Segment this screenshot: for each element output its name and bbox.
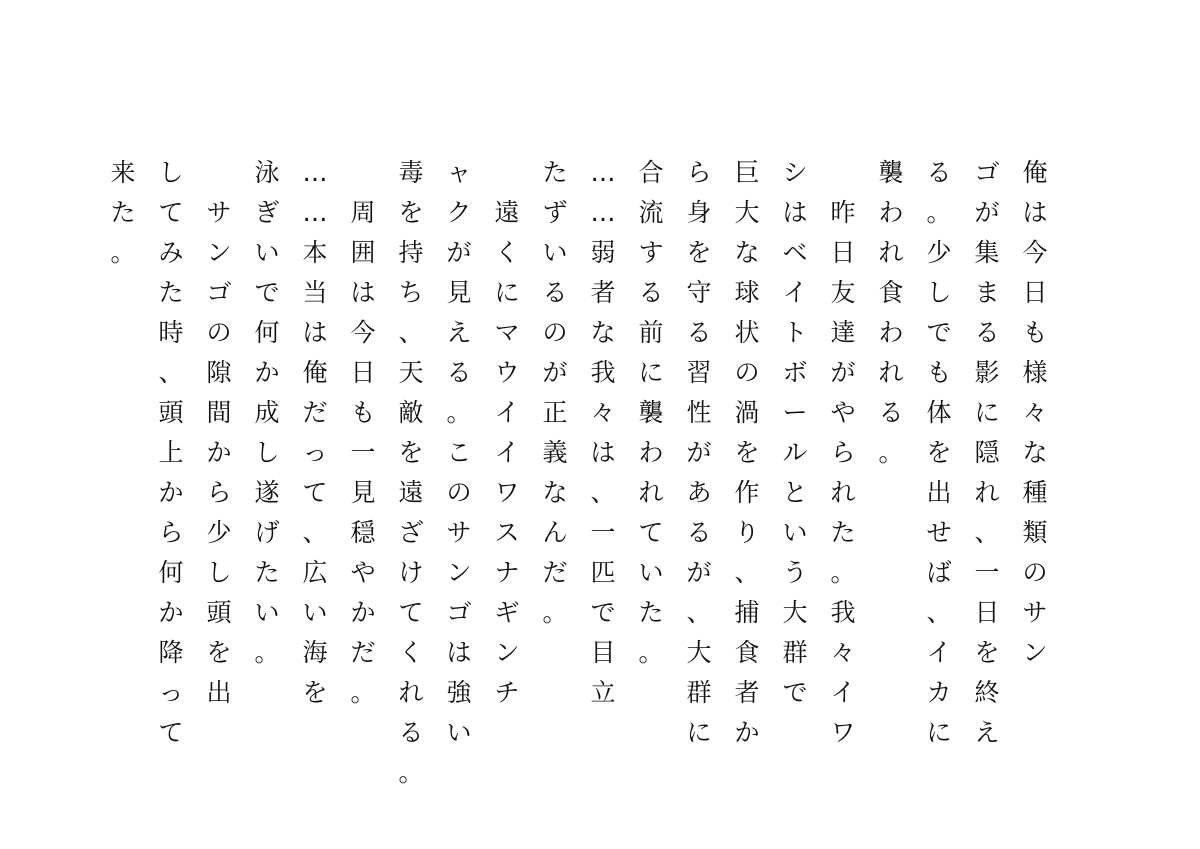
text-glyph: 少 xyxy=(926,238,952,267)
text-glyph: シ xyxy=(782,158,808,187)
text-glyph: に xyxy=(494,278,520,307)
text-glyph: が xyxy=(446,238,472,267)
text-column xyxy=(1020,160,1050,680)
text-glyph: せ xyxy=(926,518,952,547)
text-glyph: も xyxy=(350,398,376,427)
text-glyph: 我 xyxy=(590,358,616,387)
text-glyph: を xyxy=(686,238,712,267)
text-glyph: ベ xyxy=(782,238,808,267)
text-glyph: イ xyxy=(926,638,952,667)
text-glyph: は xyxy=(590,438,616,467)
text-glyph: わ xyxy=(638,438,664,467)
text-glyph: サ xyxy=(206,198,232,227)
text-glyph: 様 xyxy=(1022,358,1048,387)
text-glyph: た xyxy=(638,598,664,627)
text-glyph: 日 xyxy=(350,358,376,387)
text-glyph: い xyxy=(254,598,280,627)
text-glyph: で xyxy=(926,318,952,347)
text-glyph: 囲 xyxy=(350,238,376,267)
text-glyph: 海 xyxy=(302,638,328,667)
text-glyph: た xyxy=(158,278,184,307)
text-glyph: 々 xyxy=(1022,398,1048,427)
text-glyph: た xyxy=(254,558,280,587)
text-glyph: て xyxy=(398,598,424,627)
text-glyph: か xyxy=(158,478,184,507)
text-glyph xyxy=(828,160,858,200)
text-glyph: が xyxy=(686,438,712,467)
text-glyph: を xyxy=(974,638,1000,667)
text-glyph: し xyxy=(158,158,184,187)
text-glyph: な xyxy=(542,478,568,507)
text-glyph: っ xyxy=(302,438,328,467)
text-glyph: わ xyxy=(878,318,904,347)
text-glyph: イ xyxy=(830,678,856,707)
text-glyph: い xyxy=(254,238,280,267)
text-glyph: ン xyxy=(446,558,472,587)
text-glyph: マ xyxy=(494,318,520,347)
text-glyph: や xyxy=(830,398,856,427)
text-column xyxy=(348,160,378,720)
text-glyph: 遂 xyxy=(254,478,280,507)
text-glyph: 日 xyxy=(974,598,1000,627)
text-column xyxy=(396,160,426,800)
text-glyph: た xyxy=(542,158,568,187)
text-glyph: や xyxy=(350,558,376,587)
text-glyph: 。 xyxy=(830,558,856,587)
text-glyph: 群 xyxy=(782,638,808,667)
text-glyph: 。 xyxy=(926,198,952,227)
text-glyph: 者 xyxy=(590,278,616,307)
text-glyph: が xyxy=(686,558,712,587)
text-glyph: を xyxy=(734,438,760,467)
text-glyph: 習 xyxy=(686,358,712,387)
text-glyph: 球 xyxy=(734,278,760,307)
text-column xyxy=(828,160,858,760)
text-glyph: て xyxy=(158,198,184,227)
text-glyph: ギ xyxy=(494,598,520,627)
text-glyph: 昨 xyxy=(830,198,856,227)
text-glyph: い xyxy=(782,518,808,547)
text-glyph: ル xyxy=(782,438,808,467)
text-glyph: を xyxy=(398,438,424,467)
text-glyph: 強 xyxy=(446,678,472,707)
text-glyph: 、 xyxy=(158,358,184,387)
text-glyph: 俺 xyxy=(302,358,328,387)
text-glyph: 立 xyxy=(590,678,616,707)
text-column xyxy=(444,160,474,760)
text-glyph: か xyxy=(254,358,280,387)
text-glyph: て xyxy=(638,518,664,547)
text-glyph: の xyxy=(206,318,232,347)
text-column xyxy=(540,160,570,640)
text-glyph: ン xyxy=(1022,638,1048,667)
text-glyph: 頭 xyxy=(206,598,232,627)
text-glyph: れ xyxy=(878,358,904,387)
text-glyph: ず xyxy=(542,198,568,227)
text-glyph: … xyxy=(302,158,328,187)
text-glyph: れ xyxy=(398,678,424,707)
text-glyph: し xyxy=(254,438,280,467)
text-glyph: … xyxy=(590,158,616,187)
text-glyph: ら xyxy=(158,518,184,547)
text-glyph: る xyxy=(398,718,424,747)
text-glyph: だ xyxy=(542,558,568,587)
text-glyph: で xyxy=(590,598,616,627)
text-glyph: え xyxy=(974,718,1000,747)
text-glyph: ら xyxy=(830,438,856,467)
text-glyph: に xyxy=(686,718,712,747)
text-glyph xyxy=(492,160,522,200)
text-glyph: げ xyxy=(254,518,280,547)
text-glyph: 。 xyxy=(638,638,664,667)
text-glyph: 少 xyxy=(206,518,232,547)
text-glyph: イ xyxy=(494,438,520,467)
text-glyph: 頭 xyxy=(158,398,184,427)
text-glyph: 一 xyxy=(590,518,616,547)
text-glyph: ち xyxy=(398,278,424,307)
text-glyph: ボ xyxy=(782,358,808,387)
text-glyph: 遠 xyxy=(494,198,520,227)
text-column xyxy=(492,160,522,720)
text-glyph: は xyxy=(782,198,808,227)
text-glyph: ゴ xyxy=(206,278,232,307)
text-glyph: は xyxy=(302,318,328,347)
text-glyph: 群 xyxy=(686,678,712,707)
text-glyph: 一 xyxy=(974,558,1000,587)
text-glyph: ゴ xyxy=(446,598,472,627)
text-glyph xyxy=(204,160,234,200)
text-glyph: に xyxy=(638,358,664,387)
text-glyph: が xyxy=(542,358,568,387)
text-glyph: で xyxy=(782,678,808,707)
text-glyph: 々 xyxy=(590,398,616,427)
text-glyph: は xyxy=(446,638,472,667)
text-glyph: い xyxy=(542,238,568,267)
text-glyph: … xyxy=(302,198,328,227)
text-glyph: も xyxy=(926,358,952,387)
text-glyph: る xyxy=(638,278,664,307)
text-glyph: ト xyxy=(782,318,808,347)
text-column xyxy=(300,160,330,720)
text-glyph: か xyxy=(734,718,760,747)
text-glyph: を xyxy=(206,638,232,667)
text-glyph: 本 xyxy=(302,238,328,267)
text-glyph: 持 xyxy=(398,238,424,267)
text-glyph: イ xyxy=(782,278,808,307)
text-glyph: 隠 xyxy=(974,438,1000,467)
text-glyph: い xyxy=(302,598,328,627)
text-column xyxy=(732,160,762,760)
text-glyph: れ xyxy=(830,478,856,507)
text-glyph: は xyxy=(1022,198,1048,227)
text-glyph: 、 xyxy=(926,598,952,627)
text-glyph: み xyxy=(158,238,184,267)
text-glyph: 見 xyxy=(446,278,472,307)
text-glyph: イ xyxy=(494,398,520,427)
text-glyph: 周 xyxy=(350,198,376,227)
text-column xyxy=(636,160,666,680)
text-glyph: ャ xyxy=(446,158,472,187)
text-glyph: 遠 xyxy=(398,478,424,507)
text-glyph: ウ xyxy=(494,358,520,387)
text-glyph: わ xyxy=(878,198,904,227)
text-glyph: た xyxy=(110,198,136,227)
text-glyph: サ xyxy=(1022,598,1048,627)
text-glyph: く xyxy=(398,638,424,667)
text-glyph: 、 xyxy=(686,598,712,627)
text-glyph: な xyxy=(1022,438,1048,467)
text-glyph: 々 xyxy=(830,638,856,667)
text-glyph: に xyxy=(974,398,1000,427)
text-glyph: 弱 xyxy=(590,238,616,267)
text-glyph: て xyxy=(158,718,184,747)
text-glyph: が xyxy=(974,198,1000,227)
text-glyph: け xyxy=(398,558,424,587)
text-glyph: 類 xyxy=(1022,518,1048,547)
text-glyph: す xyxy=(638,238,664,267)
text-glyph: あ xyxy=(686,478,712,507)
text-glyph: ス xyxy=(494,518,520,547)
text-glyph: 大 xyxy=(686,638,712,667)
text-glyph: る xyxy=(542,278,568,307)
text-glyph: ら xyxy=(686,158,712,187)
text-column xyxy=(108,160,138,280)
text-glyph: ぎ xyxy=(254,198,280,227)
text-glyph: … xyxy=(590,198,616,227)
text-glyph: ら xyxy=(206,478,232,507)
text-column xyxy=(780,160,810,720)
text-glyph: 前 xyxy=(638,318,664,347)
text-glyph: 状 xyxy=(734,318,760,347)
text-glyph: る xyxy=(926,158,952,187)
text-glyph: り xyxy=(734,518,760,547)
text-glyph: 我 xyxy=(830,598,856,627)
text-glyph: 巨 xyxy=(734,158,760,187)
text-column xyxy=(684,160,714,760)
text-glyph: 何 xyxy=(254,318,280,347)
text-glyph: 襲 xyxy=(638,398,664,427)
text-glyph: れ xyxy=(638,478,664,507)
text-glyph: 毒 xyxy=(398,158,424,187)
text-glyph: る xyxy=(878,398,904,427)
text-glyph: サ xyxy=(446,518,472,547)
text-glyph: 大 xyxy=(782,598,808,627)
text-glyph: で xyxy=(254,278,280,307)
text-glyph: 流 xyxy=(638,198,664,227)
text-glyph: 日 xyxy=(830,238,856,267)
text-glyph: ワ xyxy=(494,478,520,507)
text-glyph: が xyxy=(830,358,856,387)
text-glyph: 。 xyxy=(350,678,376,707)
text-glyph: っ xyxy=(158,678,184,707)
text-glyph: ざ xyxy=(398,518,424,547)
text-glyph: 終 xyxy=(974,678,1000,707)
text-glyph: 今 xyxy=(350,318,376,347)
text-glyph: を xyxy=(398,198,424,227)
text-glyph: 渦 xyxy=(734,398,760,427)
text-glyph: 。 xyxy=(254,638,280,667)
text-glyph: 守 xyxy=(686,278,712,307)
text-glyph: 目 xyxy=(590,638,616,667)
text-glyph: い xyxy=(446,718,472,747)
text-glyph: て xyxy=(302,478,328,507)
text-column xyxy=(156,160,186,760)
text-glyph: の xyxy=(734,358,760,387)
text-glyph: 捕 xyxy=(734,598,760,627)
text-glyph: ワ xyxy=(830,718,856,747)
text-glyph: 体 xyxy=(926,398,952,427)
text-glyph: 穏 xyxy=(350,518,376,547)
text-glyph: 食 xyxy=(734,638,760,667)
text-glyph: ん xyxy=(542,518,568,547)
text-glyph: 。 xyxy=(110,238,136,267)
text-glyph: の xyxy=(446,478,472,507)
text-column xyxy=(252,160,282,680)
text-glyph: い xyxy=(638,558,664,587)
text-glyph: え xyxy=(446,318,472,347)
text-glyph: か xyxy=(158,598,184,627)
text-glyph: 間 xyxy=(206,398,232,427)
text-glyph: 来 xyxy=(110,158,136,187)
text-glyph: 。 xyxy=(446,398,472,427)
text-glyph: ま xyxy=(974,278,1000,307)
text-glyph: か xyxy=(350,598,376,627)
text-glyph: だ xyxy=(302,398,328,427)
text-glyph: ば xyxy=(926,558,952,587)
text-glyph: は xyxy=(350,278,376,307)
text-glyph: 当 xyxy=(302,278,328,307)
text-glyph xyxy=(348,160,378,200)
text-glyph: ン xyxy=(494,638,520,667)
text-glyph: 広 xyxy=(302,558,328,587)
text-glyph: に xyxy=(926,718,952,747)
text-glyph: 上 xyxy=(158,438,184,467)
text-glyph: う xyxy=(782,558,808,587)
text-glyph: な xyxy=(590,318,616,347)
text-glyph: 影 xyxy=(974,358,1000,387)
text-glyph: 天 xyxy=(398,358,424,387)
text-glyph: 。 xyxy=(398,758,424,787)
text-glyph: を xyxy=(302,678,328,707)
text-glyph: 性 xyxy=(686,398,712,427)
text-glyph: 成 xyxy=(254,398,280,427)
text-glyph: ゴ xyxy=(974,158,1000,187)
text-glyph: 大 xyxy=(734,198,760,227)
text-glyph: 友 xyxy=(830,278,856,307)
text-glyph: こ xyxy=(446,438,472,467)
text-glyph: 匹 xyxy=(590,558,616,587)
text-glyph: 泳 xyxy=(254,158,280,187)
text-glyph: 者 xyxy=(734,678,760,707)
text-glyph: 時 xyxy=(158,318,184,347)
text-glyph: 今 xyxy=(1022,238,1048,267)
text-glyph: 義 xyxy=(542,438,568,467)
text-glyph: 食 xyxy=(878,278,904,307)
text-glyph: ー xyxy=(782,398,808,427)
text-column xyxy=(972,160,1002,760)
text-glyph: チ xyxy=(494,678,520,707)
text-column xyxy=(876,160,906,480)
text-glyph: る xyxy=(446,358,472,387)
text-glyph: ン xyxy=(206,238,232,267)
text-glyph: 敵 xyxy=(398,398,424,427)
text-glyph: 。 xyxy=(542,598,568,627)
text-glyph: る xyxy=(974,318,1000,347)
text-glyph: 隙 xyxy=(206,358,232,387)
text-glyph: と xyxy=(782,478,808,507)
text-glyph: 、 xyxy=(734,558,760,587)
text-glyph: だ xyxy=(350,638,376,667)
text-glyph: れ xyxy=(974,478,1000,507)
text-glyph: た xyxy=(830,518,856,547)
text-glyph: 種 xyxy=(1022,478,1048,507)
text-glyph: 合 xyxy=(638,158,664,187)
text-glyph: 見 xyxy=(350,478,376,507)
text-glyph: 襲 xyxy=(878,158,904,187)
text-glyph: 、 xyxy=(302,518,328,547)
text-glyph: 一 xyxy=(350,438,376,467)
text-glyph: の xyxy=(1022,558,1048,587)
text-glyph: 、 xyxy=(974,518,1000,547)
text-glyph: 、 xyxy=(398,318,424,347)
text-column xyxy=(924,160,954,760)
text-glyph: れ xyxy=(878,238,904,267)
text-glyph: 降 xyxy=(158,638,184,667)
text-glyph: 集 xyxy=(974,238,1000,267)
text-glyph: る xyxy=(686,318,712,347)
text-glyph: カ xyxy=(926,678,952,707)
text-glyph: し xyxy=(206,558,232,587)
text-column xyxy=(204,160,234,720)
text-glyph: の xyxy=(542,318,568,347)
text-glyph: も xyxy=(1022,318,1048,347)
text-glyph: 、 xyxy=(590,478,616,507)
text-glyph: る xyxy=(686,518,712,547)
text-glyph: 身 xyxy=(686,198,712,227)
text-glyph: し xyxy=(926,278,952,307)
text-glyph: 達 xyxy=(830,318,856,347)
text-glyph: 作 xyxy=(734,478,760,507)
text-glyph: 何 xyxy=(158,558,184,587)
text-glyph: 出 xyxy=(926,478,952,507)
text-column xyxy=(588,160,618,720)
text-glyph: ナ xyxy=(494,558,520,587)
text-glyph: な xyxy=(734,238,760,267)
text-glyph: 。 xyxy=(878,438,904,467)
text-glyph: か xyxy=(206,438,232,467)
text-glyph: 正 xyxy=(542,398,568,427)
text-glyph: 出 xyxy=(206,678,232,707)
text-glyph: く xyxy=(494,238,520,267)
text-glyph: ク xyxy=(446,198,472,227)
text-glyph: 日 xyxy=(1022,278,1048,307)
text-glyph: 俺 xyxy=(1022,158,1048,187)
text-glyph: を xyxy=(926,438,952,467)
